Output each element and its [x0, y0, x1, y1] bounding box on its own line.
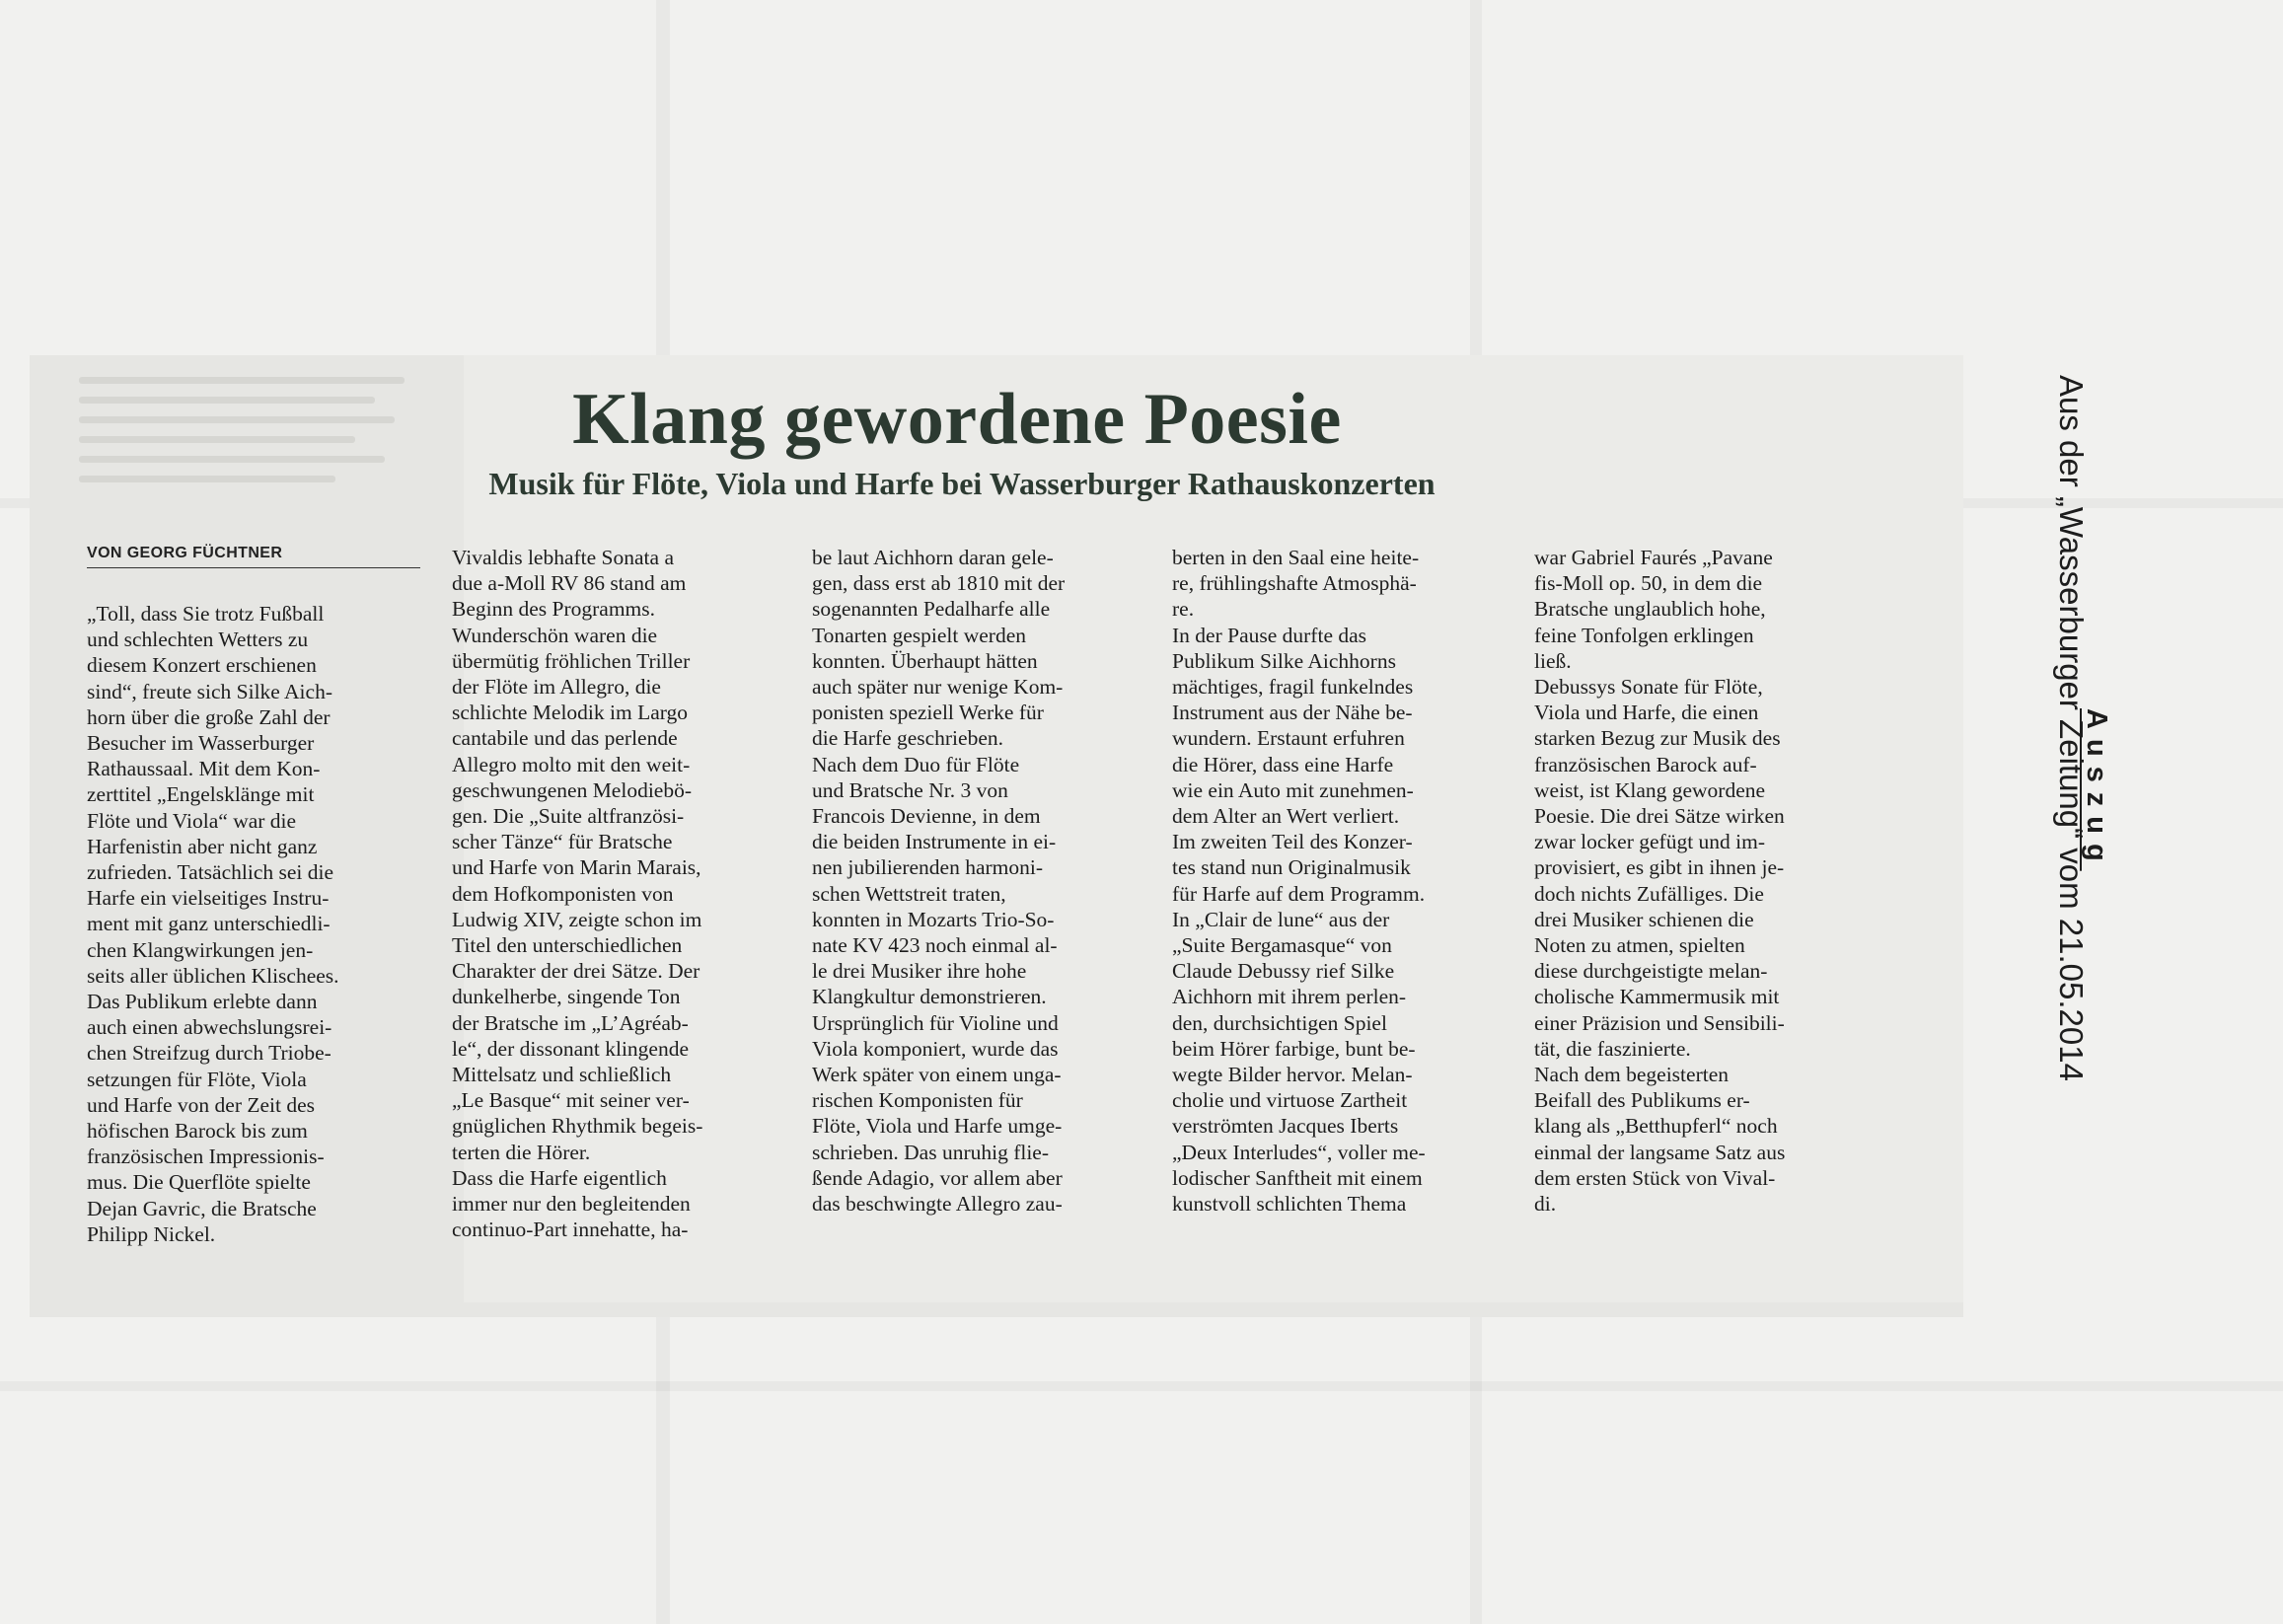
source-note: Aus der „Wasserburger Zeitung“ vom 21.05.2014 — [2053, 375, 2090, 1081]
article-column-1: „Toll, dass Sie trotz Fußball und schlechten Wetters zu diesem Konzert erschienen sind“, freute sich Silke Aich- horn über die große Zahl der Besucher im Wasserburger Rathaussaal. Mit dem Kon- zerttitel „Engelsklänge mit Flöte und Viola“ war die Harfenistin aber nicht ganz zufrieden. Tatsächlich sei die Harfe ein vielseitiges Instru- ment mit ganz unterschiedli- chen Klangwirkungen jen- seits aller üblichen Klischees. Das Publikum erlebte dann auch einen abwechslungsrei- chen Streifzug durch Triobe- setzungen für Flöte, Viola und Harfe von der Zeit des höfischen Barock bis zum französischen Impressionis- mus. Die Querflöte spielte Dejan Gavric, die Bratsche Philipp Nickel. — [87, 602, 339, 1246]
article-column-5: war Gabriel Faurés „Pavane fis-Moll op. 50, in dem die Bratsche unglaublich hohe, feine Tonfolgen erklingen ließ. Debussys Sonate für Flöte, Viola und Harfe, die einen starken Bezug zur Musik des französischen Barock auf- weist, ist Klang gewordene Poesie. Die drei Sätze wirken zwar locker gefügt und im- provisiert, es gibt in ihnen je- doch nichts Zufälliges. Die drei Musiker schienen die Noten zu atmen, spielten diese durchgeistigte melan- cholische Kammermusik mit einer Präzision und Sensibili- tät, die faszinierte. Nach dem begeisterten Beifall des Publikums er- klang als „Betthupferl“ noch einmal der langsame Satz aus dem ersten Stück von Vival- di. — [1534, 546, 1786, 1217]
bleed-through-text — [79, 377, 405, 384]
article-column-2: Vivaldis lebhafte Sonata a due a-Moll RV 86 stand am Beginn des Programms. Wunderschön waren die übermütig fröhlichen Triller der Flöte im Allegro, die schlichte Melodik im Largo cantabile und das perlende Allegro molto mit den weit- geschwungenen Melodiebö- gen. Die „Suite altfranzösi- scher Tänze“ für Bratsche und Harfe von Marin Marais, dem Hofkomponisten von Ludwig XIV, zeigte schon im Titel den unterschiedlichen Charakter der drei Sätze. Der dunkelherbe, singende Ton der Bratsche im „L’Agréab- le“, der dissonant klingende Mittelsatz und schließlich „Le Basque“ mit seiner ver- gnüglichen Rhythmik begeis- terten die Hörer. Dass die Harfe eigentlich immer nur den begleitenden continuo-Part innehatte, ha- — [452, 546, 703, 1242]
article-byline: VON GEORG FÜCHTNER — [87, 545, 420, 568]
article-subheadline: Musik für Flöte, Viola und Harfe bei Wasserburger Rathauskonzerten — [488, 466, 1436, 501]
article-headline: Klang gewordene Poesie — [572, 379, 1342, 460]
article-column-4: berten in den Saal eine heite- re, frühlingshafte Atmosphä- re. In der Pause durfte das Publikum Silke Aichhorns mächtiges, fragil funkelndes Instrument aus der Nähe be- wundern. Erstaunt erfuhren die Hörer, dass eine Harfe wie ein Auto mit zunehmen- dem Alter an Wert verliert. Im zweiten Teil des Konzer- tes stand nun Originalmusik für Harfe auf dem Programm. In „Clair de lune“ aus der „Suite Bergamasque“ von Claude Debussy rief Silke Aichhorn mit ihrem perlen- den, durchsichtigen Spiel beim Hörer farbige, bunt be- wegte Bilder hervor. Melan- cholie und virtuose Zartheit verströmten Jacques Iberts „Deux Interludes“, voller me- lodischer Sanftheit mit einem kunstvoll schlichten Thema — [1172, 546, 1426, 1217]
bleed-through-text — [79, 397, 375, 404]
bleed-through-text — [79, 436, 355, 443]
excerpt-stamp: Auszug — [2081, 708, 2112, 871]
bleed-through-text — [79, 476, 335, 482]
bleed-through-text — [79, 416, 395, 423]
article-column-3: be laut Aichhorn daran gele- gen, dass erst ab 1810 mit der sogenannten Pedalharfe alle Tonarten gespielt werden konnten. Überhaupt hätten auch später nur wenige Kom- ponisten speziell Werke für die Harfe geschrieben. Nach dem Duo für Flöte und Bratsche Nr. 3 von Francois Devienne, in dem die beiden Instrumente in ei- nen jubilierenden harmoni- schen Wettstreit traten, konnten in Mozarts Trio-So- nate KV 423 noch einmal al- le drei Musiker ihre hohe Klangkultur demonstrieren. Ursprünglich für Violine und Viola komponiert, wurde das Werk später von einem unga- rischen Komponisten für Flöte, Viola und Harfe umge- schrieben. Das unruhig flie- ßende Adagio, vor allem aber das beschwingte Allegro zau- — [812, 546, 1066, 1217]
bleed-through-text — [79, 456, 385, 463]
paper-fold-horizontal-bottom — [0, 1381, 2283, 1391]
